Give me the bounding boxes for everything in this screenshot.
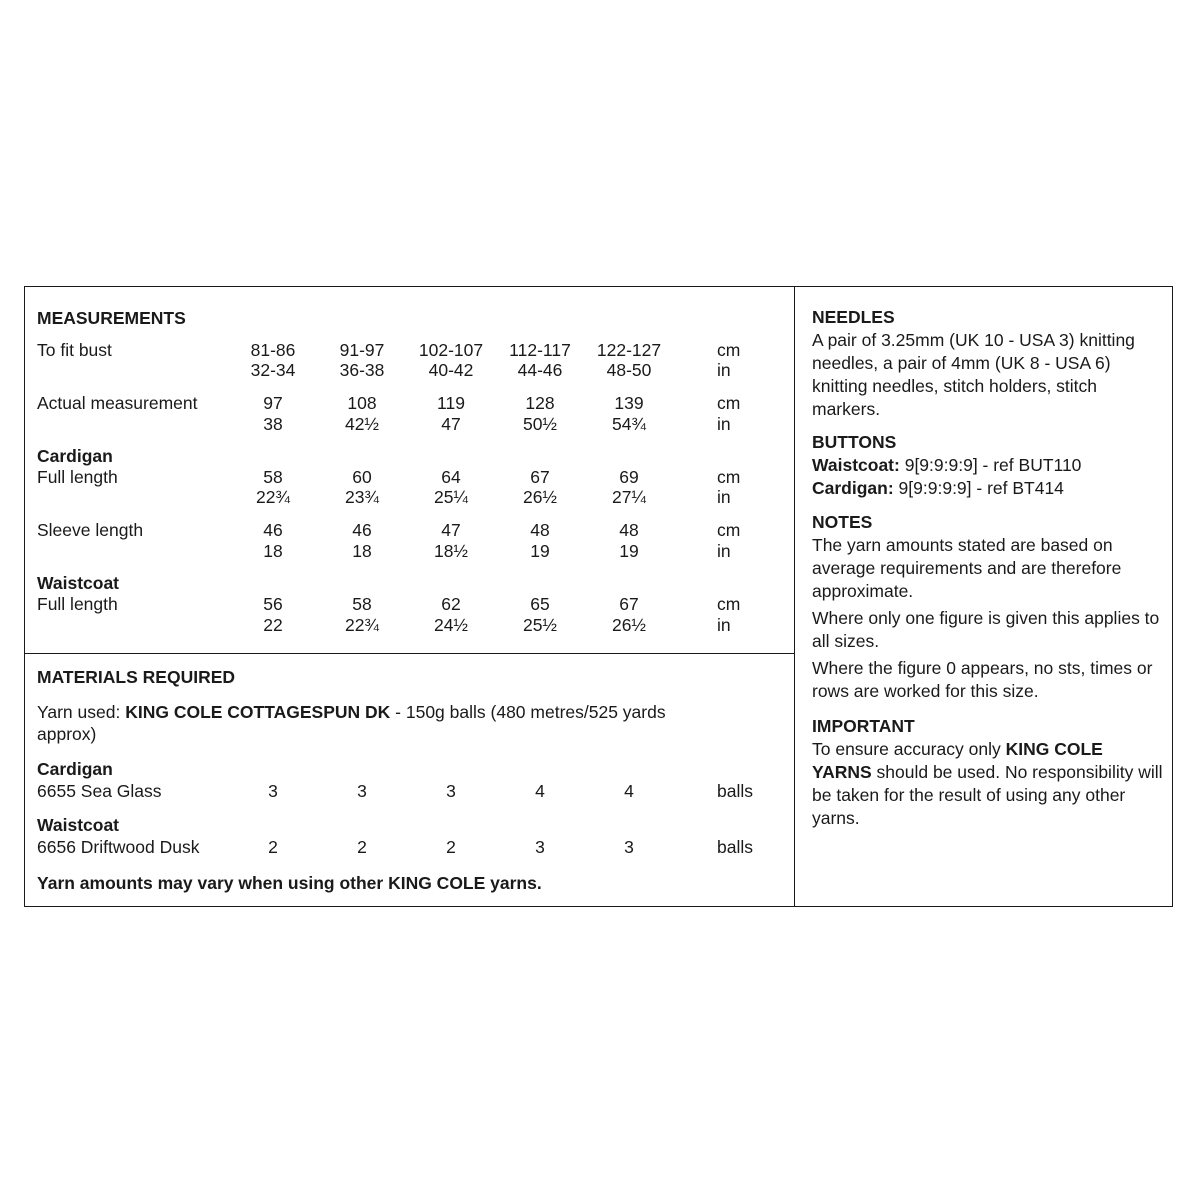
unit: cm <box>717 520 741 540</box>
cell: 67 <box>619 594 639 614</box>
unit: in <box>717 487 731 507</box>
cell: 46 <box>263 520 283 540</box>
cell: 48 <box>530 520 550 540</box>
notes-paragraph: Where only one figure is given this applies to all sizes. <box>812 608 1160 651</box>
row-label: Actual measurement <box>37 393 198 413</box>
buttons-item <box>812 477 1164 500</box>
cell: 119 <box>437 393 465 413</box>
cell: 38 <box>263 414 283 434</box>
materials-group-cardigan: Cardigan <box>37 759 113 779</box>
cell: 22¾ <box>344 615 380 635</box>
yarn-suffix: - 150g balls (480 metres/525 yards <box>390 702 666 722</box>
buttons-heading: BUTTONS <box>812 432 897 452</box>
unit: in <box>717 615 731 635</box>
cell: 102-107 <box>418 340 484 360</box>
cell: 62 <box>441 594 461 614</box>
cell: 81-86 <box>250 340 296 360</box>
materials-group-waistcoat: Waistcoat <box>37 815 120 835</box>
notes-paragraph: Where the figure 0 appears, no sts, times or rows are worked for this size. <box>812 658 1153 701</box>
cell: 40-42 <box>428 360 474 380</box>
cell: 2 <box>446 837 456 857</box>
buttons-item-label: Cardigan: <box>812 478 894 498</box>
needles-heading: NEEDLES <box>812 307 895 327</box>
cell: 32-34 <box>250 360 296 380</box>
cell: 42½ <box>344 414 380 434</box>
cell: 54¾ <box>611 414 647 434</box>
cell: 3 <box>268 781 278 801</box>
notes-paragraph: The yarn amounts stated are based on average requirements and are therefore approximate. <box>812 535 1122 601</box>
cell: 108 <box>347 393 377 413</box>
important-text-post: should be used. No responsibility will be taken for the result of using any other yarns. <box>812 762 1163 828</box>
cell: 4 <box>535 781 545 801</box>
cell: 2 <box>268 837 278 857</box>
cell: 27¼ <box>611 487 647 507</box>
unit: cm <box>717 467 741 487</box>
unit: balls <box>717 837 753 857</box>
column-divider <box>794 286 795 907</box>
cell: 47 <box>441 520 461 540</box>
cell: 46 <box>352 520 372 540</box>
cell: 139 <box>614 393 644 413</box>
row-label: Sleeve length <box>37 520 144 540</box>
important-text-pre: To ensure accuracy only <box>812 739 1006 759</box>
unit: balls <box>717 781 753 801</box>
important-text <box>812 738 1164 830</box>
needles-text: A pair of 3.25mm (UK 10 - USA 3) knitting needles, a pair of 4mm (UK 8 - USA 6) knitting needles, stitch holders, stitch markers. <box>812 330 1135 419</box>
cell: 18½ <box>433 541 469 561</box>
cell: 128 <box>525 393 555 413</box>
unit: in <box>717 360 731 380</box>
cell: 23¾ <box>344 487 380 507</box>
cell: 3 <box>357 781 367 801</box>
cell: 97 <box>263 393 283 413</box>
unit: cm <box>717 393 741 413</box>
section-divider <box>24 653 794 654</box>
buttons-item <box>812 454 1164 477</box>
cell: 19 <box>530 541 550 561</box>
cell: 47 <box>441 414 461 434</box>
yarn-name: KING COLE COTTAGESPUN DK <box>125 702 391 722</box>
cell: 65 <box>530 594 550 614</box>
materials-footer: Yarn amounts may vary when using other KING COLE yarns. <box>37 873 542 893</box>
buttons-item-label: Waistcoat: <box>812 455 900 475</box>
buttons-section <box>812 431 1164 500</box>
group-label-waistcoat: Waistcoat <box>37 573 120 593</box>
yarn-used-line-2: approx) <box>37 724 97 744</box>
cell: 3 <box>624 837 634 857</box>
cell: 18 <box>263 541 283 561</box>
cell: 2 <box>357 837 367 857</box>
cell: 64 <box>441 467 461 487</box>
materials-label: 6656 Driftwood Dusk <box>37 837 200 857</box>
yarn-prefix: Yarn used: <box>37 702 126 722</box>
cell: 36-38 <box>339 360 385 380</box>
important-section <box>812 715 1164 830</box>
materials-heading: MATERIALS REQUIRED <box>37 667 236 687</box>
important-brand: KING COLE YARNS <box>812 739 1103 782</box>
cell: 112-117 <box>509 340 571 360</box>
cell: 58 <box>263 467 283 487</box>
unit: cm <box>717 340 741 360</box>
cell: 22 <box>263 615 283 635</box>
cell: 58 <box>352 594 372 614</box>
cell: 60 <box>352 467 372 487</box>
row-label: To fit bust <box>37 340 112 360</box>
cell: 25¼ <box>433 487 469 507</box>
cell: 24½ <box>433 615 469 635</box>
cell: 48 <box>619 520 639 540</box>
cell: 3 <box>535 837 545 857</box>
cell: 26½ <box>611 615 647 635</box>
needles-section <box>812 306 1164 421</box>
unit: in <box>717 541 731 561</box>
buttons-item-value: 9[9:9:9:9] - ref BUT110 <box>899 455 1082 475</box>
cell: 18 <box>352 541 372 561</box>
cell: 50½ <box>522 414 558 434</box>
cell: 3 <box>446 781 456 801</box>
unit: cm <box>717 594 741 614</box>
group-label-cardigan: Cardigan <box>37 446 113 466</box>
cell: 22¾ <box>255 487 291 507</box>
cell: 56 <box>263 594 283 614</box>
row-label: Full length <box>37 594 118 614</box>
cell: 25½ <box>522 615 558 635</box>
cell: 67 <box>530 467 550 487</box>
cell: 122-127 <box>596 340 662 360</box>
cell: 48-50 <box>606 360 652 380</box>
notes-section <box>812 511 1164 703</box>
cell: 69 <box>619 467 639 487</box>
buttons-item-value: 9[9:9:9:9] - ref BT414 <box>893 478 1064 498</box>
materials-label: 6655 Sea Glass <box>37 781 162 801</box>
row-label: Full length <box>37 467 118 487</box>
cell: 19 <box>619 541 639 561</box>
cell: 91-97 <box>339 340 385 360</box>
cell: 4 <box>624 781 634 801</box>
cell: 26½ <box>522 487 558 507</box>
yarn-used-line <box>37 702 666 722</box>
notes-heading: NOTES <box>812 512 873 532</box>
important-heading: IMPORTANT <box>812 716 915 736</box>
cell: 44-46 <box>517 360 563 380</box>
unit: in <box>717 414 731 434</box>
measurements-heading: MEASUREMENTS <box>37 308 186 328</box>
